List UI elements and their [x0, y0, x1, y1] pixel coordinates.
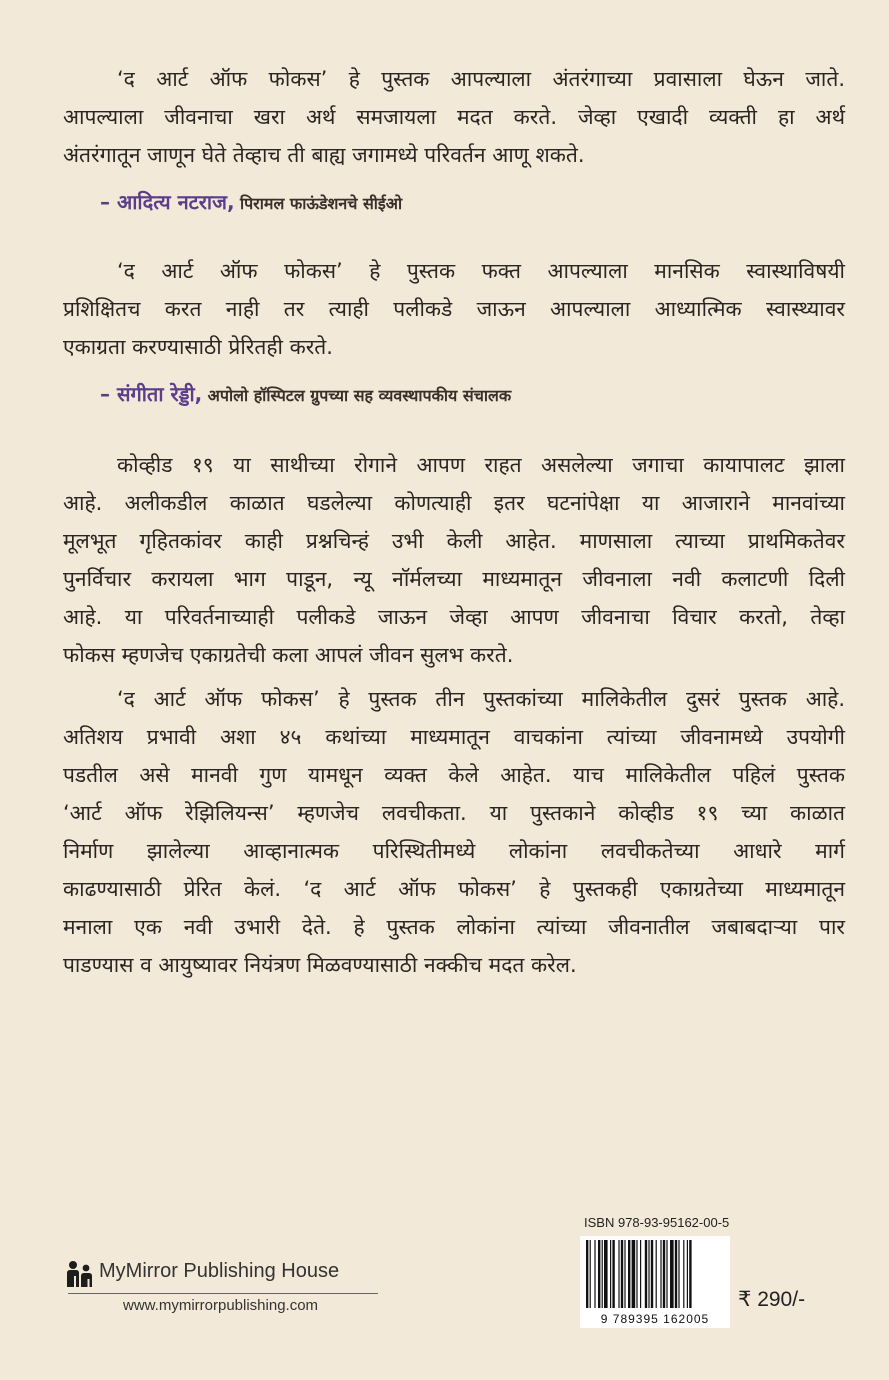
quote-1-author: – आदित्य नटराज,: [100, 190, 235, 214]
publisher-website[interactable]: www.mymirrorpublishing.com: [123, 1297, 319, 1314]
barcode-bar: [656, 1240, 657, 1308]
paragraph-line: काढण्यासाठी प्रेरित केलं. ‘द आर्ट ऑफ फोकस’ हे पुस्तकही एकाग्रतेच्या माध्यमातून: [63, 877, 845, 901]
quote-2-author: – संगीता रेड्डी,: [100, 382, 203, 406]
barcode-bar: [636, 1240, 637, 1308]
paragraph-line: फोकस म्हणजेच एकाग्रतेची कला आपलं जीवन सुलभ करते.: [63, 643, 514, 667]
barcode-bar: [594, 1240, 595, 1308]
barcode-bar: [586, 1240, 588, 1308]
barcode-bar: [683, 1240, 684, 1308]
quote-1-attribution: [100, 188, 402, 215]
barcode-bar: [612, 1240, 614, 1308]
paragraph-line: आहे. या परिवर्तनाच्याही पलीकडे जाऊन जेव्हा आपण जीवनाचा विचार करतो, तेव्हा: [63, 605, 845, 629]
quote-2-line: एकाग्रता करण्यासाठी प्रेरितही करते.: [63, 335, 333, 359]
paragraph-line: ‘द आर्ट ऑफ फोकस’ हे पुस्तक तीन पुस्तकांच्या मालिकेतील दुसरं पुस्तक आहे.: [117, 687, 845, 711]
barcode-bar: [598, 1240, 600, 1308]
publisher-divider: [68, 1293, 378, 1294]
barcode-bar: [663, 1240, 665, 1308]
barcode-bar: [624, 1240, 625, 1308]
barcode-bar: [666, 1240, 667, 1308]
quote-2-line: प्रशिक्षितच करत नाही तर त्याही पलीकडे जाऊन आपल्याला आध्यात्मिक स्वास्थ्यावर: [63, 297, 845, 321]
barcode-bar: [689, 1240, 691, 1308]
barcode-bar: [645, 1240, 647, 1308]
paragraph-line: कोव्हीड १९ या साथीच्या रोगाने आपण राहत असलेल्या जगाचा कायापालट झाला: [117, 453, 845, 477]
barcode-bar: [670, 1240, 674, 1308]
description-paragraph-2: [63, 680, 845, 984]
quote-1-role: पिरामल फाऊंडेशनचे सीईओ: [239, 194, 403, 213]
quote-1-line: ‘द आर्ट ऑफ फोकस’ हे पुस्तक आपल्याला अंतरंगाच्या प्रवासाला घेऊन जाते.: [117, 67, 845, 91]
paragraph-line: मूलभूत गृहितकांवर काही प्रश्नचिन्हं उभी केली आहेत. माणसाला त्याच्या प्राथमिकतेवर: [63, 529, 845, 553]
barcode-bar: [640, 1240, 641, 1308]
description-paragraph-1: [63, 446, 845, 674]
barcode-bar: [675, 1240, 677, 1308]
barcode-bars: [584, 1240, 726, 1308]
barcode-bar: [602, 1240, 603, 1308]
quote-2-role: अपोलो हॉस्पिटल ग्रुपच्या सह व्यवस्थापकीय संचालक: [207, 386, 512, 405]
paragraph-line: आहे. अलीकडील काळात घडलेल्या कोणत्याही इतर घटनांपेक्षा या आजाराने मानवांच्या: [63, 491, 845, 515]
barcode-bar: [651, 1240, 653, 1308]
quote-2-line: ‘द आर्ट ऑफ फोकस’ हे पुस्तक फक्त आपल्याला मानसिक स्वास्थाविषयी: [117, 259, 845, 283]
barcode-bar: [610, 1240, 611, 1308]
barcode-bar: [618, 1240, 619, 1308]
barcode-bar: [648, 1240, 649, 1308]
barcode-digits: 9 789395 162005: [600, 1312, 710, 1326]
barcode-bar: [632, 1240, 636, 1308]
price: ₹ 290/-: [738, 1288, 806, 1311]
barcode-bar: [621, 1240, 623, 1308]
paragraph-line: निर्माण झालेल्या आव्हानात्मक परिस्थितीमध्ये लोकांना लवचीकतेच्या आधारे मार्ग: [63, 839, 845, 863]
isbn-barcode: [580, 1236, 730, 1328]
quote-2: [63, 252, 845, 366]
quote-2-attribution: [100, 380, 511, 407]
paragraph-line: पडतील असे मानवी गुण यामधून व्यक्त केले आहेत. याच मालिकेतील पहिलं पुस्तक: [63, 763, 845, 787]
paragraph-line: मनाला एक नवी उभारी देते. हे पुस्तक लोकांना त्यांच्या जीवनातील जबाबदाऱ्या पार: [63, 915, 845, 939]
publisher-name: MyMirror Publishing House: [99, 1260, 340, 1282]
barcode-bar: [628, 1240, 630, 1308]
quote-1-line: आपल्याला जीवनाचा खरा अर्थ समजायला मदत करते. जेव्हा एखादी व्यक्ती हा अर्थ: [63, 105, 845, 129]
barcode-bar: [590, 1240, 591, 1308]
paragraph-line: अतिशय प्रभावी अशा ४५ कथांच्या माध्यमातून वाचकांना त्यांच्या जीवनामध्ये उपयोगी: [63, 725, 845, 749]
paragraph-line: ‘आर्ट ऑफ रेझिलियन्स’ म्हणजेच लवचीकता. या पुस्तकाने कोव्हीड १९ च्या काळात: [63, 801, 845, 825]
quote-1-line: अंतरंगातून जाणून घेते तेव्हाच ती बाह्य जगामध्ये परिवर्तन आणू शकते.: [63, 143, 585, 167]
people-logo-icon: [64, 1259, 96, 1289]
barcode-bar: [660, 1240, 661, 1308]
barcode-bar: [678, 1240, 679, 1308]
quote-1: [63, 60, 845, 174]
barcode-bar: [687, 1240, 688, 1308]
isbn-label: ISBN 978-93-95162-00-5: [584, 1215, 730, 1230]
paragraph-line: पुनर्विचार करायला भाग पाडून, न्यू नॉर्मलच्या माध्यमातून जीवनाला नवी कलाटणी दिली: [63, 567, 845, 591]
paragraph-line: पाडण्यास व आयुष्यावर नियंत्रण मिळवण्यासाठी नक्कीच मदत करेल.: [63, 953, 577, 977]
barcode-bar: [604, 1240, 608, 1308]
